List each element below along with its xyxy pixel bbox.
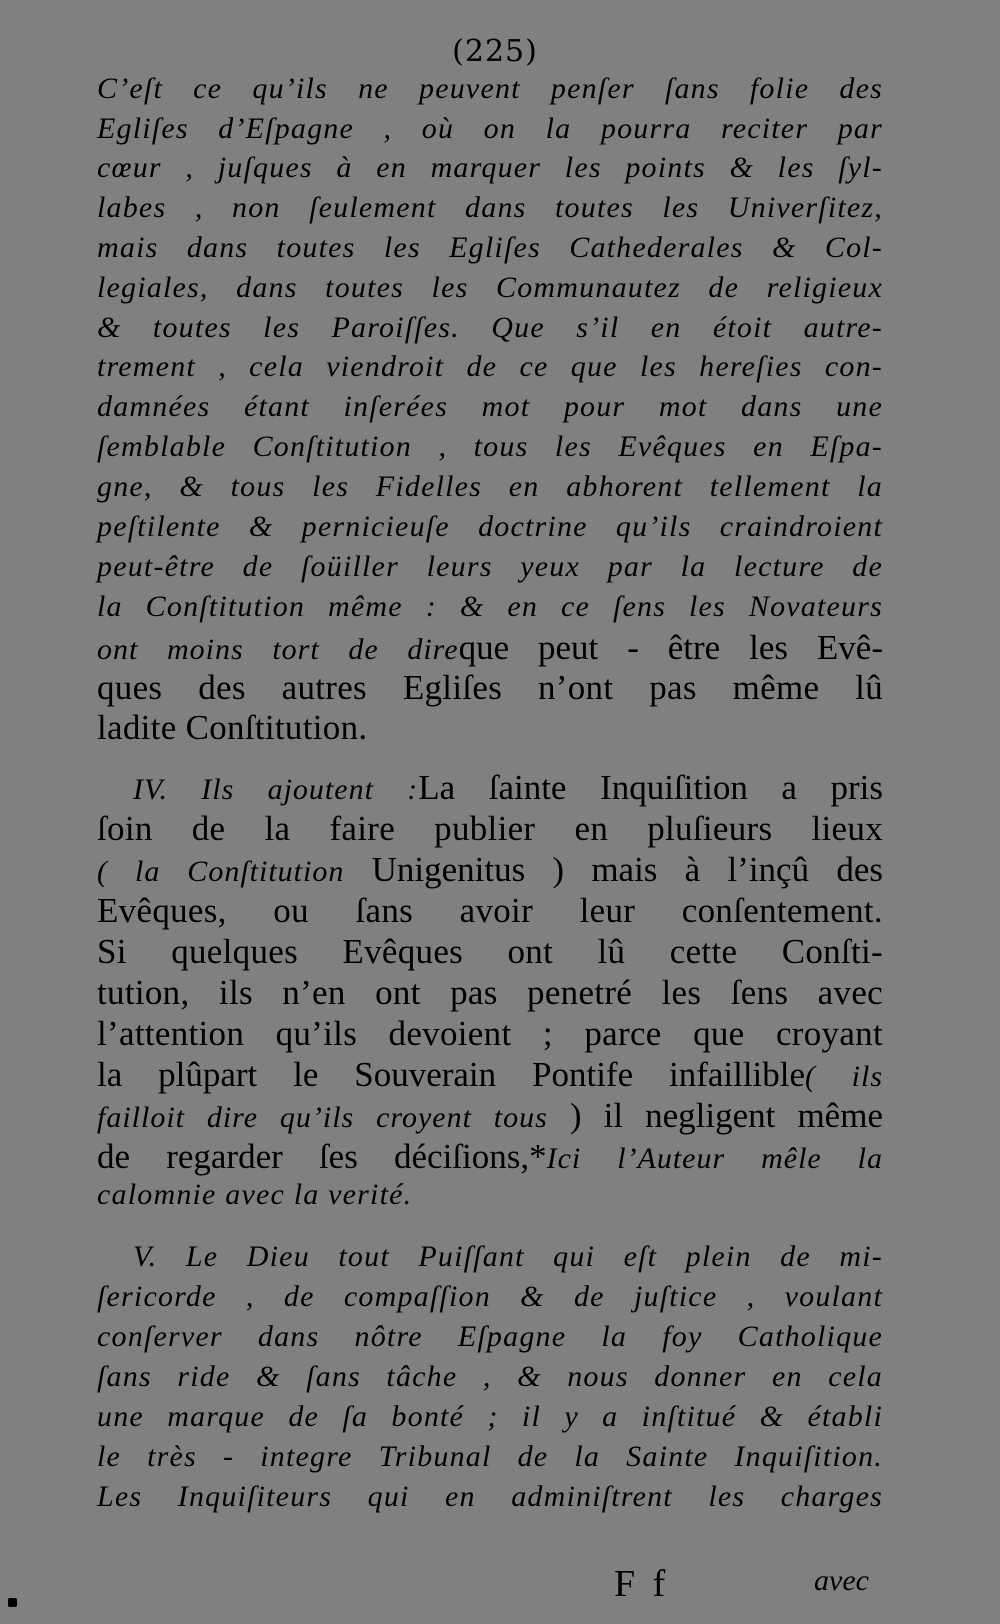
text-line: damnées étant inſerées mot pour mot dans une xyxy=(97,390,883,423)
text-line: peſtilente & pernicieuſe doctrine qu’ils craindroient xyxy=(97,510,883,543)
text-line: le très - integre Tribunal de la Sainte Inquiſition. xyxy=(97,1440,883,1473)
text-line: ladite Conſtitution. xyxy=(97,708,368,747)
text-line: Les Inquiſiteurs qui en adminiſtrent les charges xyxy=(97,1480,883,1513)
text-line: ſans ride & ſans tâche , & nous donner en cela xyxy=(97,1360,883,1393)
text-segment: ( la Conſtitution xyxy=(97,855,345,888)
text-line: ques des autres Egliſes n’ont pas même lû xyxy=(97,668,883,707)
text-segment: Unigenitus ) mais à l’inçû des xyxy=(344,850,883,889)
text-line-mixed xyxy=(97,628,883,668)
text-line: trement , cela viendroit de ce que les hereſies con- xyxy=(97,350,883,383)
text-segment: ) il negligent même xyxy=(547,1096,883,1135)
text-segment: ont moins tort de dire xyxy=(97,633,459,666)
text-line: C’eſt ce qu’ils ne peuvent penſer ſans folie des xyxy=(97,72,883,105)
text-line: legiales, dans toutes les Communautez de religieux xyxy=(97,271,883,304)
text-line: Egliſes d’Eſpagne , où on la pourra reciter par xyxy=(97,112,883,145)
text-line: la Conſtitution même : & en ce ſens les Novateurs xyxy=(97,590,883,623)
text-segment: IV. Ils ajoutent : xyxy=(133,773,419,806)
text-line: labes , non ſeulement dans toutes les Univerſitez, xyxy=(97,191,883,224)
text-segment: la plûpart le Souverain Pontife infaillible xyxy=(97,1055,806,1094)
text-line: l’attention qu’ils devoient ; parce que croyant xyxy=(97,1014,883,1053)
text-line-mixed xyxy=(133,768,883,808)
text-line: ſemblable Conſtitution , tous les Evêques en Eſpa- xyxy=(97,430,883,463)
text-line: mais dans toutes les Egliſes Cathederales & Col- xyxy=(97,231,883,264)
text-line: conſerver dans nôtre Eſpagne la foy Catholique xyxy=(97,1320,883,1353)
text-line-mixed xyxy=(97,1055,883,1095)
text-line: une marque de ſa bonté ; il y a inſtitué & établi xyxy=(97,1400,883,1433)
page-number: (225) xyxy=(452,34,538,69)
text-line: gne, & tous les Fidelles en abhorent tellement la xyxy=(97,470,883,503)
text-segment: failloit dire qu’ils croyent tous xyxy=(97,1101,548,1134)
text-line-mixed xyxy=(97,1137,883,1177)
text-line: ſoin de la faire publier en pluſieurs lieux xyxy=(97,809,883,848)
text-segment: de regarder ſes déciſions,* xyxy=(97,1137,547,1176)
text-segment: que peut - être les Evê- xyxy=(458,628,883,667)
text-segment: Ici l’Auteur mêle la xyxy=(546,1142,883,1175)
text-line: Evêques, ou ſans avoir leur conſentement. xyxy=(97,891,883,930)
text-line: V. Le Dieu tout Puiſſant qui eſt plein de mi- xyxy=(133,1240,883,1273)
text-line: Si quelques Evêques ont lû cette Conſti- xyxy=(97,932,883,971)
text-line: ſericorde , de compaſſion & de juſtice , voulant xyxy=(97,1280,883,1313)
text-segment: La ſainte Inquiſition a pris xyxy=(418,768,883,807)
ink-speck xyxy=(8,1598,17,1607)
text-line: calomnie avec la verité. xyxy=(97,1178,413,1211)
text-line-mixed xyxy=(97,1096,883,1136)
text-line: tution, ils n’en ont pas penetré les ſens avec xyxy=(97,973,883,1012)
text-line-mixed xyxy=(97,850,883,890)
text-line: & toutes les Paroiſſes. Que s’il en étoit autre- xyxy=(97,311,883,344)
text-segment: ( ils xyxy=(805,1060,883,1093)
catchword: avec xyxy=(814,1564,869,1597)
text-line: cœur , juſques à en marquer les points & les ſyl- xyxy=(97,151,883,184)
text-line: peut-être de ſoüiller leurs yeux par la lecture de xyxy=(97,550,883,583)
signature-mark: F f xyxy=(614,1563,670,1605)
